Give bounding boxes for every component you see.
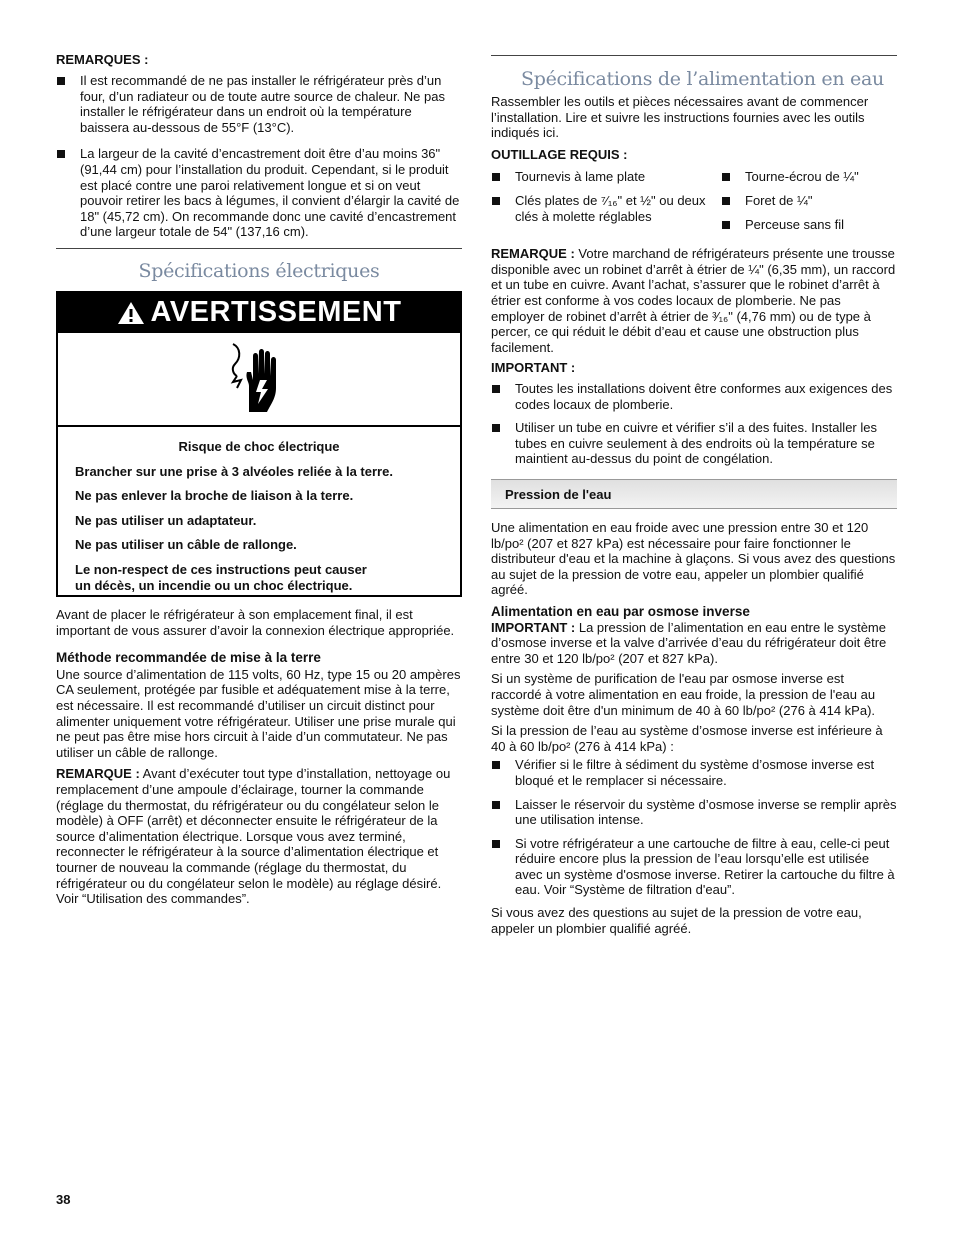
page-number: 38	[56, 1192, 71, 1207]
warning-line: Le non-respect de ces instructions peut causer un décès, un incendie ou un choc électrique.	[75, 561, 367, 593]
important-label: IMPORTANT :	[491, 619, 576, 635]
pression-title: Pression de l'eau	[505, 487, 612, 502]
important-label: IMPORTANT :	[491, 360, 576, 376]
warning-triangle-icon	[117, 301, 145, 325]
warning-box	[56, 291, 462, 597]
warning-text	[58, 439, 460, 593]
osmose-paragraph: Si un système de purification de l'eau par osmose inverse est raccordé à votre alimentation en eau froide, la pression de l'eau au système doit être d'un minimum de 40 à 60 lb/po² (276 à 414 kPa).	[491, 671, 876, 718]
warning-risk: Risque de choc électrique	[178, 439, 340, 454]
closing-paragraph: Si vous avez des questions au sujet de la pression de votre eau, appeler un plombier qualifié agréé.	[491, 905, 862, 936]
remarque-label: REMARQUE :	[56, 766, 140, 782]
list-item: Il est recommandé de ne pas installer le réfrigérateur près d’un four, d’un radiateur ou de toute autre source de chaleur. Ne pas installer le réfrigérateur dans un endroit où la température baissera au-dessous de 55°F (13°C).	[56, 73, 462, 135]
tools-list-2	[721, 169, 897, 232]
method-text: Une source d’alimentation de 115 volts, 60 Hz, type 15 ou 20 ampères CA seulement, protégée par fusible et adéquatement mise à la terre, est nécessaire. Il est recommandé d’utiliser un circuit distinct pour alimenter uniquement votre réfrigérateur. Utiliser une prise murale qui ne peut pas être mise hors circuit à l’aide d’un commutateur. Ne pas utiliser un câble de rallonge.	[56, 666, 461, 760]
warning-line: Brancher sur une prise à 3 alvéoles reliée à la terre.	[75, 463, 393, 479]
elec-intro: Avant de placer le réfrigérateur à son emplacement final, il est important de vous assurer d’avoir la connexion électrique appropriée.	[56, 607, 455, 638]
osmose-important	[491, 620, 897, 667]
list-item: Perceuse sans fil	[721, 217, 897, 233]
electric-shock-hand-icon	[227, 342, 291, 416]
osmose-important-text: La pression de l’alimentation en eau entre le système d’osmose inverse et la valve d’arrivée d’eau du réfrigérateur doit être entre 30 et 120 lb/po² (207 et 827 kPa).	[491, 619, 887, 666]
section-divider	[56, 248, 462, 249]
warning-icon-area	[58, 333, 460, 427]
left-body	[56, 607, 462, 907]
water-intro: Rassembler les outils et pièces nécessaires avant de commencer l’installation. Lire et suivre les instructions fournies avec les outils indiqués ici.	[491, 94, 869, 141]
remarques-label: REMARQUES :	[56, 52, 149, 67]
water-section-title: Spécifications de l’alimentation en eau	[521, 68, 884, 90]
method-title: Méthode recommandée de mise à la terre	[56, 650, 321, 666]
warning-line: Ne pas utiliser un câble de rallonge.	[75, 537, 297, 553]
pression-header-bar	[491, 479, 897, 509]
kit-remarque	[491, 246, 897, 355]
remarque-text: Avant d’exécuter tout type d’installation, nettoyage ou remplacement d’une ampoule d’éclairage, tourner la commande (réglage du thermostat, du réfrigérateur ou du congélateur selon le modèle) à OFF (arrêt) et déconnecter ensuite le réfrigérateur de la source d’alimentation électrique. Lorsque vous avez terminé, reconnecter le réfrigérateur à la source d’alimentation électrique et tourner de nouveau la commande (réglage du thermostat, du réfrigérateur ou du congélateur selon le modèle) au réglage désiré. Voir “Utilisation des commandes”.	[56, 766, 451, 907]
remarque-text: Votre marchand de réfrigérateurs présente une trousse disponible avec un robinet d’arrêt à étrier de ¼" (6,35 mm), un raccord et un tube en cuivre. Avant l’achat, s’assurer que le robinet d’arrêt à étrier est conforme à vos codes locaux de plomberie. Ne pas employer de robinet d’arrêt à étrier de ³⁄₁₆" (4,76 mm) ou de type à percer, ce qui réduit le débit d’eau et cause une obstruction plus facilement.	[491, 246, 896, 355]
elec-section-title: Spécifications électriques	[138, 260, 380, 282]
remarques-list	[56, 73, 462, 240]
osmose-paragraph: Si la pression de l’eau au système d’osmose inverse est inférieure à 40 à 60 lb/po² (276 à 414 kPa) :	[491, 723, 883, 754]
tools-label: OUTILLAGE REQUIS :	[491, 146, 628, 162]
list-item: Foret de ¼"	[721, 193, 897, 209]
important-list	[491, 381, 897, 467]
list-item: Utiliser un tube en cuivre et vérifier s’il a des fuites. Installer les tubes en cuivre seulement à des endroits où la température se maintient au-dessus du point de congélation.	[491, 420, 897, 467]
osmose-list	[491, 757, 897, 898]
pression-text: Une alimentation en eau froide avec une pression entre 30 et 120 lb/po² (207 et 827 kPa) est nécessaire pour faire fonctionner le distributeur d'eau et la machine à glaçons. Si vous avez des questions au sujet de la pression de votre eau, appeler un plombier qualifié agréé.	[491, 520, 896, 598]
right-body-top	[491, 94, 897, 467]
list-item: Vérifier si le filtre à sédiment du système d’osmose inverse est bloqué et le remplacer si nécessaire.	[491, 757, 897, 788]
list-item: Laisser le réservoir du système d’osmose inverse se remplir après une utilisation intense.	[491, 797, 897, 828]
list-item: Clés plates de ⁷⁄₁₆" et ½" ou deux clés à molette réglables	[491, 193, 721, 224]
list-item: Tourne-écrou de ¼"	[721, 169, 897, 185]
remarque-paragraph	[56, 766, 462, 906]
osmose-title: Alimentation en eau par osmose inverse	[491, 603, 750, 619]
remarque-label: REMARQUE :	[491, 246, 575, 262]
warning-banner	[58, 293, 460, 333]
list-item: Tournevis à lame plate	[491, 169, 721, 185]
warning-title: AVERTISSEMENT	[150, 296, 402, 329]
list-item: La largeur de la cavité d’encastrement doit être d’au moins 36" (91,44 cm) pour l’installation du produit. Cependant, si le produit est placé contre une paroi relativement longue et si on veut pouvoir retirer les bacs à légumes, il convient d’élargir la cavité de 18" (45,72 cm). On recommande donc une cavité d’encastrement d’une largeur totale de 54" (137,16 cm).	[56, 146, 462, 240]
tools-list-1	[491, 169, 721, 232]
tools-grid	[491, 169, 897, 232]
right-body-bottom	[491, 520, 897, 936]
list-item: Si votre réfrigérateur a une cartouche de filtre à eau, celle-ci peut réduire encore plus la pression de l’eau lorsqu’elle est utilisée avec un système d'osmose inverse. Retirer la cartouche du filtre à eau. Voir “Système de filtration d'eau”.	[491, 836, 897, 898]
list-item: Toutes les installations doivent être conformes aux exigences des codes locaux de plomberie.	[491, 381, 897, 412]
warning-line: Ne pas utiliser un adaptateur.	[75, 512, 257, 528]
warning-line: Ne pas enlever la broche de liaison à la terre.	[75, 488, 354, 504]
section-divider	[491, 55, 897, 56]
